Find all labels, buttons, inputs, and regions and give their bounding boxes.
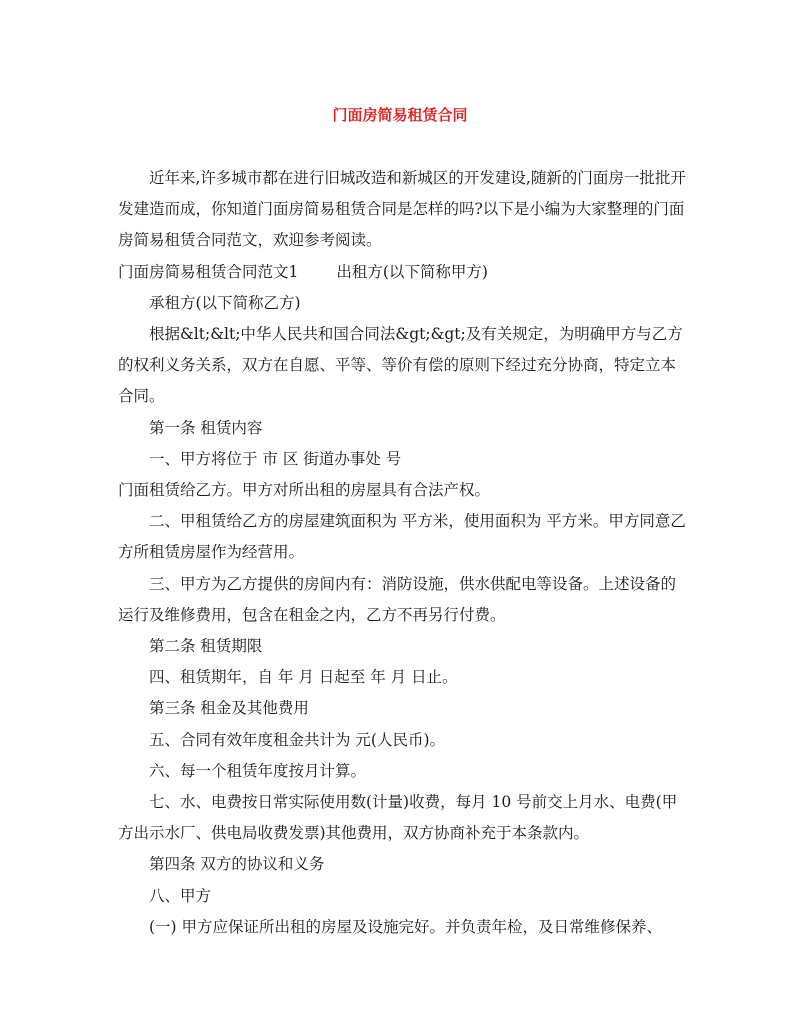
item-2: 二、甲租赁给乙方的房屋建筑面积为 平方米，使用面积为 平方米。甲方同意乙方所租赁房屋作为经营用。 <box>118 512 686 562</box>
article-1-heading: 第一条 租赁内容 <box>149 418 263 437</box>
basis-paragraph: 根据&lt;&lt;中华人民共和国合同法&gt;&gt;及有关规定，为明确甲方与乙方的权利义务关系，双方在自愿、平等、等价有偿的原则下经过充分协商，特定立本合同。 <box>118 325 683 406</box>
item-4: 四、租赁期年，自 年 月 日起至 年 月 日止。 <box>149 668 458 687</box>
article-3-heading: 第三条 租金及其他费用 <box>149 699 309 718</box>
lessor-label: 出租方(以下简称甲方) <box>336 262 488 281</box>
intro-paragraph: 近年来,许多城市都在进行旧城改造和新城区的开发建设,随新的门面房一批批开发建造而成，你知道门面房简易租赁合同是怎样的吗?以下是小编为大家整理的门面房简易租赁合同范文，欢迎参考阅读。 <box>118 169 686 250</box>
sample-heading: 门面房简易租赁合同范文1 <box>118 262 299 281</box>
item-5: 五、合同有效年度租金共计为 元(人民币)。 <box>149 730 446 749</box>
document-title: 门面房简易租赁合同 <box>332 106 468 124</box>
item-1-continued: 门面租赁给乙方。甲方对所出租的房屋具有合法产权。 <box>118 481 491 500</box>
item-3: 三、甲方为乙方提供的房间内有：消防设施，供水供配电等设备。上述设备的运行及维修费用，包含在租金之内，乙方不再另行付费。 <box>118 574 677 624</box>
item-7: 七、水、电费按日常实际使用数(计量)收费，每月 10 号前交上月水、电费(甲方出示水厂、供电局收费发票)其他费用，双方协商补充于本条款内。 <box>118 793 678 843</box>
lessee-label: 承租方(以下简称乙方) <box>149 293 301 312</box>
item-8: 八、甲方 <box>149 886 212 905</box>
document-body <box>118 163 688 943</box>
item-6: 六、每一个租赁年度按月计算。 <box>149 761 367 780</box>
item-8-1: (一) 甲方应保证所出租的房屋及设施完好。并负责年检，及日常维修保养、 <box>149 917 663 936</box>
article-2-heading: 第二条 租赁期限 <box>149 637 263 656</box>
article-4-heading: 第四条 双方的协议和义务 <box>149 855 325 874</box>
sample-heading-line <box>118 257 688 288</box>
item-1: 一、甲方将位于 市 区 街道办事处 号 <box>149 449 402 468</box>
